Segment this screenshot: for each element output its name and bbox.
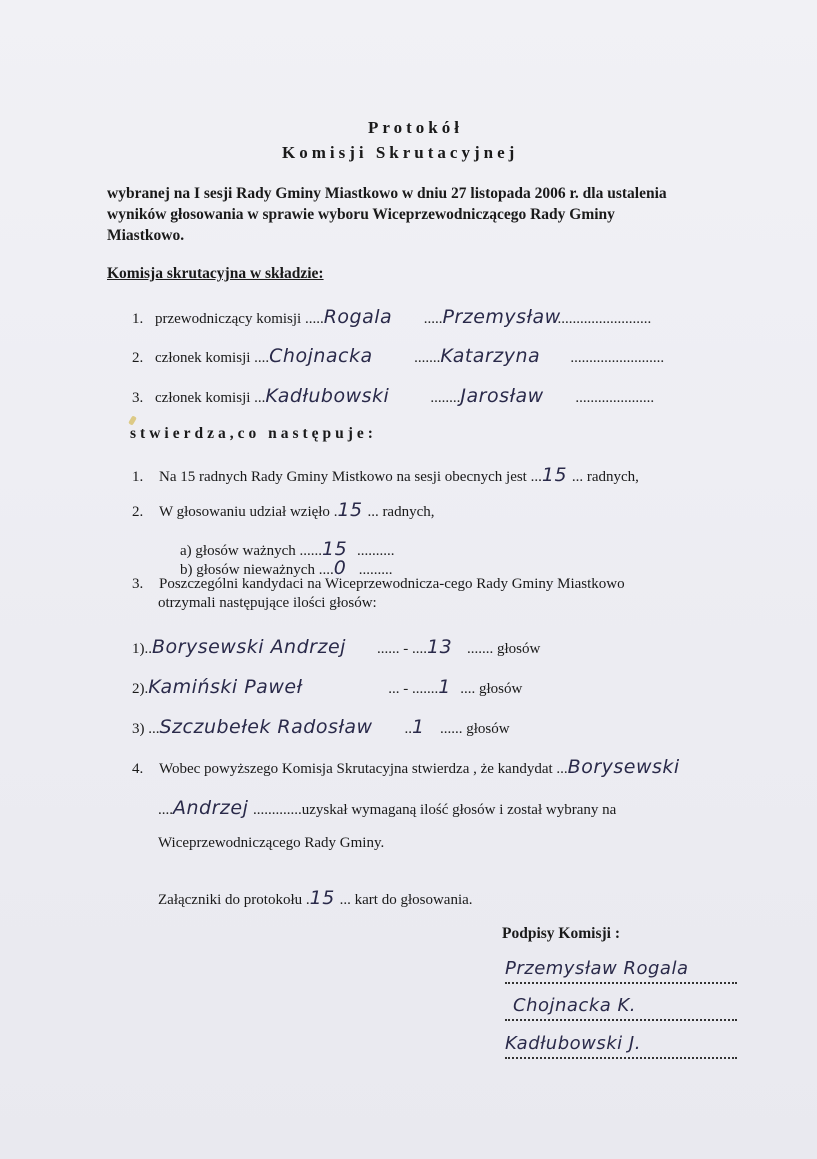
candidate-number: 3) [132,721,145,737]
signature-line [505,1033,737,1059]
states-heading: stwierdza,co następuje: [130,425,377,442]
intro-line-2: wyników głosowania w sprawie wyboru Wiceprzewodniczącego Rady Gminy [107,206,615,223]
item-3 [132,576,625,593]
member-number: 3. [132,390,144,406]
votes-valid-label: a) głosów ważnych [180,543,296,559]
member-surname-handwritten: Jarosław [460,385,544,407]
candidate-votes-handwritten: 1 [412,716,425,738]
member-role: przewodniczący komisji [155,311,302,327]
item-4-text: Wobec powyższego Komisja Skrutacyjna stwierdza , że kandydat [159,761,553,777]
votes-valid: a) głosów ważnych ......15 .......... [180,538,395,560]
title-protokol: Protokół [368,118,463,137]
member-role: członek komisji [155,350,251,366]
intro-line-3: Miastkowo. [107,227,185,244]
member-number: 2. [132,350,144,366]
member-row: 2. członek komisji ....Chojnacka .......Katarzyna ......................... [132,345,665,367]
candidate-unit: głosów [479,681,523,697]
item-number: 3. [132,576,144,592]
candidate-number: 1) [132,641,145,657]
signature-handwritten: Chojnacka K. [513,995,637,1016]
candidate-unit: głosów [497,641,541,657]
item-number: 2. [132,504,144,520]
votes-invalid-handwritten: 0 [333,557,347,579]
item-1-text: Na 15 radnych Rady Gminy Mistkowo na sesji obecnych jest [159,469,527,485]
member-role: członek komisji [155,390,251,406]
item-3-line-2: otrzymali następujące ilości głosów: [158,595,377,611]
candidate-row: 3) ...Szczubełek Radosław ..1 ...... głosów [132,716,510,738]
signature-handwritten: Kadłubowski J. [505,1033,641,1054]
item-2-text: W głosowaniu udział wzięło [159,504,330,520]
candidate-name-handwritten: Kamiński Paweł [148,676,303,698]
votes-invalid: b) głosów nieważnych ....0 ......... [180,557,393,579]
member-row: 1. przewodniczący komisji .....Rogala .....Przemysław......................... [132,306,652,328]
member-name-handwritten: Rogala [323,306,393,328]
item-number: 1. [132,469,144,485]
item-4: 4. Wobec powyższego Komisja Skrutacyjna stwierdza , że kandydat ...Borysewski [132,756,698,778]
signatures-heading: Podpisy Komisji : [502,925,620,942]
attachments: Załączniki do protokołu .15 ... kart do głosowania. [158,887,473,909]
elected-firstname-handwritten: Andrzej [173,797,249,819]
votes-invalid-label: b) głosów nieważnych [180,562,315,578]
attachments-count-handwritten: 15 [309,887,335,909]
member-name-handwritten: Chojnacka [269,345,373,367]
item-1: 1. Na 15 radnych Rady Gminy Mistkowo na sesji obecnych jest ...15 ... radnych, [132,464,639,486]
attachments-label: Załączniki do protokołu [158,892,303,908]
member-name-handwritten: Kadłubowski [265,385,390,407]
item-2-suffix: radnych, [382,504,435,520]
candidate-unit: głosów [466,721,510,737]
participants-count-handwritten: 15 [337,499,363,521]
item-4-cont-text: uzyskał wymaganą ilość głosów i został wybrany na [301,802,617,818]
item-number: 4. [132,761,144,777]
member-number: 1. [132,311,144,327]
item-1-suffix: radnych, [586,469,639,485]
item-4-continuation: ....Andrzej .............uzyskał wymaganą ilość głosów i został wybrany na [158,797,617,819]
member-row: 3. członek komisji ...Kadłubowski ........Jarosław ..................... [132,385,655,407]
item-2: 2. W głosowaniu udział wzięło .15 ... radnych, [132,499,435,521]
candidate-votes-handwritten: 1 [438,676,451,698]
member-surname-handwritten: Katarzyna [440,345,541,367]
candidate-name-handwritten: Borysewski Andrzej [152,636,346,658]
member-surname-handwritten: Przemysław [442,306,561,328]
candidate-name-handwritten: Szczubełek Radosław [159,716,373,738]
candidate-votes-handwritten: 13 [427,636,453,658]
committee-heading: Komisja skrutacyjna w składzie: [107,265,324,282]
votes-valid-handwritten: 15 [322,538,348,560]
intro-line-1: wybranej na I sesji Rady Gminy Miastkowo w dniu 27 listopada 2006 r. dla ustalenia [107,185,667,202]
title-komisji: Komisji Skrutacyjnej [282,143,519,162]
signature-line [505,995,737,1021]
present-count-handwritten: 15 [541,464,568,486]
candidate-row: 1)..Borysewski Andrzej ...... - ....13 ....... głosów [132,636,541,658]
signature-handwritten: Przemysław Rogala [505,958,689,979]
candidate-row: 2).Kamiński Paweł ... - .......1 .... głosów [132,676,523,698]
item-3-line-1: Poszczególni kandydaci na Wiceprzewodnicza‐cego Rady Gminy Miastkowo [159,576,625,592]
candidate-number: 2) [132,681,145,697]
attachments-suffix: kart do głosowania. [354,892,473,908]
item-4-end: Wiceprzewodniczącego Rady Gminy. [158,835,385,851]
elected-surname-handwritten: Borysewski [567,756,680,778]
signature-line [505,958,737,984]
